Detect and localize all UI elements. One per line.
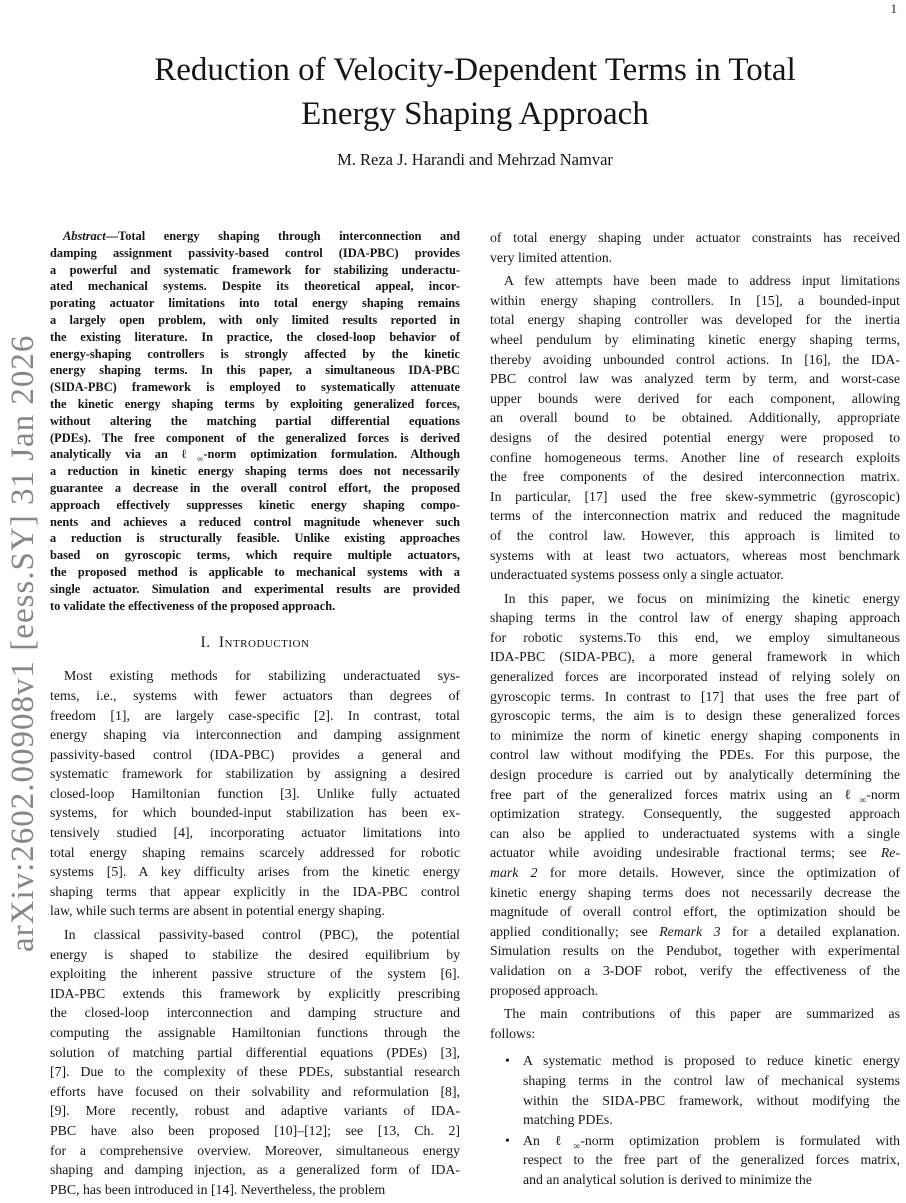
text-line: of the control law. However, this approach is limited to [490,527,900,543]
text-line: for a comprehensive overview. Moreover, simultaneous energy [50,1142,460,1158]
text-line: nents and achieves a reduced control magnitude whenever such [50,514,460,529]
text-line: matching PDEs. [523,1112,613,1128]
text-line: total energy shaping controller was developed for the inertia [490,312,900,328]
text-line: within energy shaping controllers. In [15], a bounded-input [490,292,900,308]
text-line: Most existing methods for stabilizing underactuated sys- [64,668,460,684]
text-line: a largely open problem, with only limited results reported in [50,312,460,327]
paper-header [50,48,900,170]
text-line: energy-shaping controllers is strongly affected by the kinetic [50,346,460,361]
introduction-body-right [490,228,900,1043]
text-line: total energy shaping remains scarcely addressed for robotic [50,844,460,860]
text-line: the existing literature. In practice, the closed-loop behavior of [50,329,460,344]
page-number: 1 [890,1,897,16]
paper-title-line: Reduction of Velocity-Dependent Terms in Total [154,52,796,88]
text-line: (PDEs). The free component of the generalized forces is derived [50,430,460,445]
text-line: the kinetic energy shaping terms by exploiting generalized forces, [50,396,460,411]
text-line: wheel pendulum by eliminating kinetic energy shaping terms, [490,331,900,347]
text-line: analytically via an ℓ$_\infty$-norm optimization formulation. Although [50,447,460,464]
text-line: designs of the desired potential energy were proposed to [490,429,900,445]
text-line: energy shaping terms. In this paper, a simultaneous IDA-PBC [50,363,460,378]
text-line: a powerful and systematic framework for stabilizing underactu- [50,262,460,277]
text-line: a reduction in kinetic energy shaping terms does not necessarily [50,464,460,479]
text-line: The main contributions of this paper are summarized as [504,1006,900,1022]
text-line: mark 2 for more details. However, since the optimization of [490,865,900,880]
text-line: within the SIDA-PBC framework, without modifying the [523,1092,900,1108]
right-column [490,228,900,1191]
text-line: exploiting the inherent passive structure of the system [6]. [50,966,460,982]
arxiv-watermark: arXiv:2602.00908v1 [eess.SY] 31 Jan 2026 [5,334,41,952]
paragraph [490,271,900,585]
text-line: for robotic systems.To this end, we employ simultaneous [490,629,900,645]
text-line: PBC control law was analyzed term by term, and worst-case [490,371,900,387]
text-line: (SIDA-PBC) framework is employed to systematically attenuate [50,380,460,395]
text-line: solution of matching partial differential equations (PDEs) [3], [50,1044,460,1060]
text-line: systems with at least two actuators, whereas most benchmark [490,547,900,563]
bullet-item [490,1131,900,1190]
text-line: applied conditionally; see Remark 3 for a detailed explanation. [490,923,900,939]
text-line: validation on a 3-DOF robot, verify the effectiveness of the [490,962,900,978]
text-line: a reduction is structurally feasible. Unlike existing approaches [50,531,460,546]
text-line: can also be applied to underactuated systems with a single [490,825,900,841]
text-line: and an analytical solution is derived to minimize the [523,1171,812,1187]
text-line: shaping terms that appear explicitly in the IDA-PBC control [50,883,460,899]
text-line: underactuated systems possess only a single actuator. [490,567,784,583]
text-line: IDA-PBC extends this framework by explicitly prescribing [50,985,460,1001]
text-line: damping assignment passivity-based control (IDA-PBC) provides [50,245,460,260]
text-line: In particular, [17] used the free skew-symmetric (gyroscopic) [490,488,900,504]
text-line: tensively studied [4], incorporating actuator limitations into [50,825,460,841]
text-line: law, while such terms are absent in potential energy shaping. [50,903,385,919]
bullet-icon: • [505,1053,510,1069]
text-line: ated mechanical systems. Despite its theoretical appeal, incor- [50,279,460,294]
paper-title-line: Energy Shaping Approach [301,96,649,132]
text-line: very limited attention. [490,249,613,265]
text-line: actuator while avoiding undesirable fractional terms; see Re- [490,845,900,861]
text-line: without altering the matching partial differential equations [50,413,460,428]
text-line: tems, i.e., systems with fewer actuators than degrees of [50,687,460,703]
text-line: shaping and damping injection, as a generalized form of IDA- [50,1162,460,1178]
text-line: the free components of the desired interconnection matrix. [490,469,900,485]
text-line: thereby avoiding unbounded control actions. In [16], the IDA- [490,351,900,367]
text-line: A few attempts have been made to address input limitations [504,273,900,289]
text-line: gyroscopic terms, the aim is to design these generalized forces [490,708,900,724]
paper-authors: M. Reza J. Harandi and Mehrzad Namvar [337,150,613,169]
text-line: In this paper, we focus on minimizing the kinetic energy [504,590,900,606]
text-line: [9]. More recently, robust and adaptive variants of IDA- [50,1103,460,1119]
text-line: porating actuator limitations into total energy shaping remains [50,296,460,311]
text-line: [7]. Due to the complexity of these PDEs, substantial research [50,1064,460,1080]
text-line: an overall bound to be obtained. Additionally, appropriate [490,410,900,426]
text-line: IDA-PBC (SIDA-PBC), a more general framework in which [490,649,900,665]
text-line: guarantee a decrease in the overall control effort, the proposed [50,480,460,495]
contributions-list [490,1051,900,1189]
text-line: freedom [1], are largely case-specific [2]. In contrast, total [50,707,460,723]
text-line: to validate the effectiveness of the proposed approach. [50,598,336,613]
bullet-item [490,1051,900,1129]
text-line: energy is shaped to stabilize the desired equilibrium by [50,946,460,962]
text-line: A systematic method is proposed to reduce kinetic energy [523,1053,900,1069]
text-line: shaping terms in the control law of energy shaping approach [490,610,900,626]
text-line: single actuator. Simulation and experimental results are provided [50,581,460,596]
text-line: the closed-loop interconnection and damping structure and [50,1005,460,1021]
paragraph [490,589,900,1000]
text-line: Abstract—Total energy shaping through interconnection and [63,229,460,243]
text-line: computing the assignable Hamiltonian functions through the [50,1025,460,1041]
text-line: upper bounds were derived for each component, allowing [490,390,900,406]
text-line: free part of the generalized forces matrix using an ℓ$_\infty$-norm [490,786,900,806]
text-line: respect to the free part of the generalized forces matrix, [523,1152,900,1168]
text-line: terms of the interconnection matrix and reduced the magnitude [490,508,900,524]
text-line: systems [5]. A key difficulty arises from the kinetic energy [50,864,460,880]
text-line: follows: [490,1025,536,1041]
text-line: approach effectively suppresses kinetic energy shaping compo- [50,497,460,512]
text-line: gyroscopic terms. In contrast to [17] that uses the free part of [490,688,900,704]
text-line: confine homogeneous terms. Another line of research exploits [490,449,900,465]
text-line: generalized forces are incorporated instead of relying solely on [490,669,900,685]
text-line: based on gyroscopic terms, which require multiple actuators, [50,548,460,563]
text-line: the proposed method is applicable to mechanical systems with a [50,564,460,579]
bullet-text [523,1051,900,1129]
text-line: optimization strategy. Consequently, the suggested approach [490,806,900,822]
text-line: to minimize the norm of kinetic energy shaping components in [490,727,900,743]
paragraph [490,1004,900,1043]
text-line: efforts have focused on their solvability and reformulation [8], [50,1083,460,1099]
abstract-section [50,228,460,614]
text-line: closed-loop Hamiltonian function [3]. Unlike fully actuated [50,785,460,801]
text-line: systems, for which bounded-input stabilization has been ex- [50,805,460,821]
paragraph [50,666,460,921]
text-line: proposed approach. [490,982,599,998]
text-line: shaping terms in the control law of mechanical systems [523,1072,900,1088]
bullet-icon: • [505,1132,510,1148]
section-heading-introduction: I. Introduction [200,634,310,652]
text-line: control law without modifying the PDEs. For this purpose, the [490,747,900,763]
text-line: Simulation results on the Pendubot, together with experimental [490,943,900,959]
introduction-body-left [50,666,460,1199]
text-line: PBC have also been proposed [10]–[12]; see [13, Ch. 2] [50,1122,460,1138]
text-line: design procedure is carried out by analytically determining the [490,767,900,783]
text-line: energy shaping via interconnection and damping assignment [50,727,460,743]
text-line: PBC, has been introduced in [14]. Nevertheless, the problem [50,1181,386,1197]
text-line: magnitude of overall control effort, the optimization should be [490,904,900,920]
text-line: passivity-based control (IDA-PBC) provides a general and [50,746,460,762]
text-line: systematic framework for stabilization by assigning a desired [50,766,460,782]
paper-title [50,48,900,136]
text-line: In classical passivity-based control (PBC), the potential [64,927,460,943]
text-line: kinetic energy shaping terms does not necessarily decrease the [490,884,900,900]
left-column [50,228,460,1203]
paragraph [50,925,460,1199]
bullet-text [523,1131,900,1190]
text-line: of total energy shaping under actuator constraints has received [490,230,900,245]
text-line: An ℓ$_\infty$-norm optimization problem is formulated with [523,1132,900,1152]
paragraph [490,228,900,267]
